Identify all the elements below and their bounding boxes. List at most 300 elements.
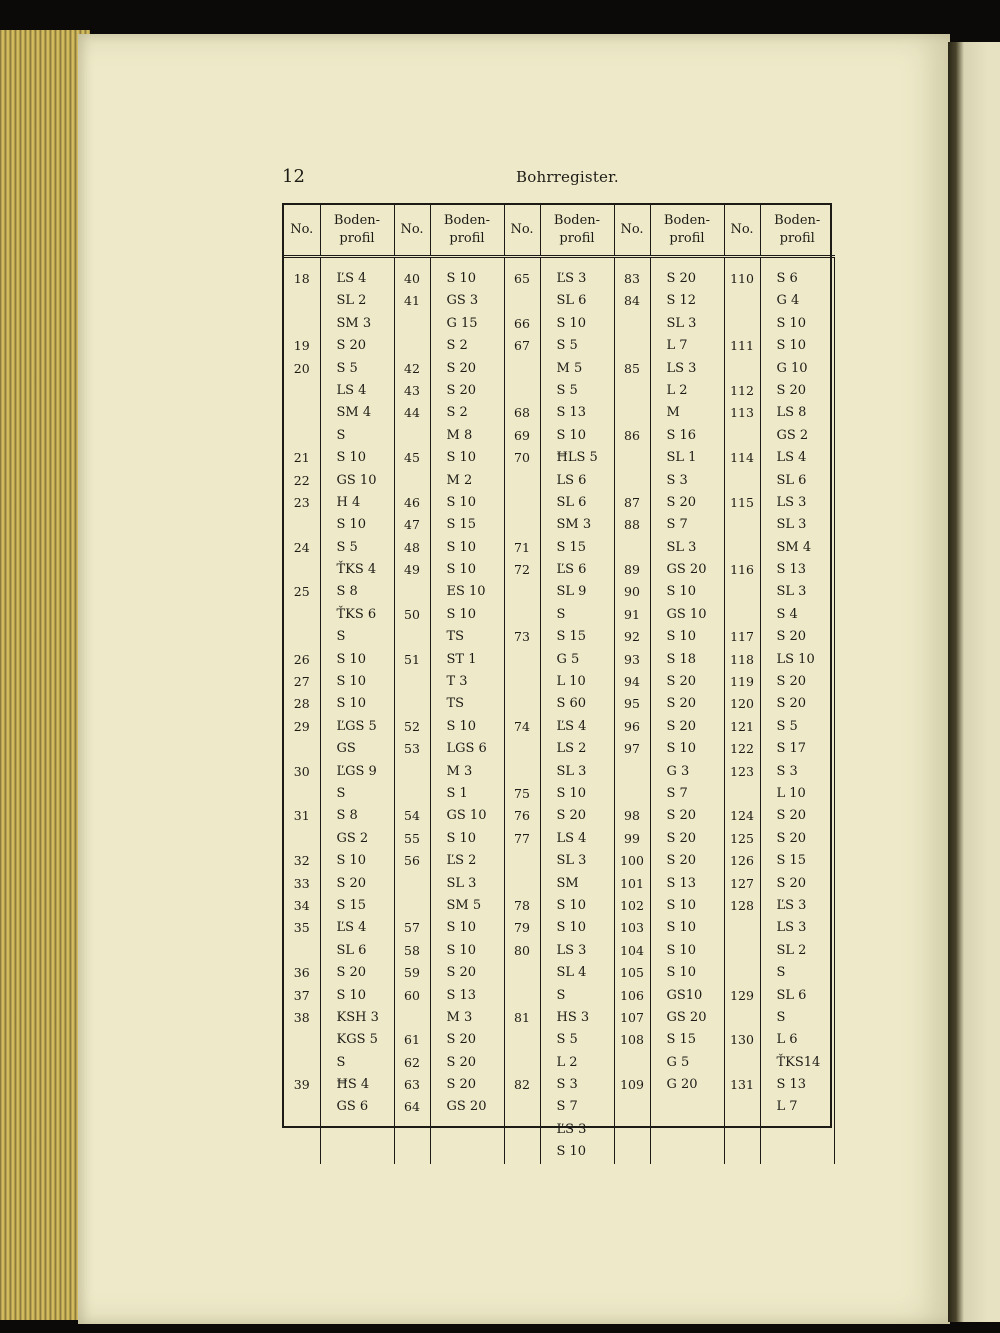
soil-profile-entry [761,1074,834,1096]
soil-profile-text: LS 4 [556,830,587,846]
soil-profile-text: ES 10 [446,584,486,600]
boring-number [615,380,650,402]
soil-profile-entry [651,1029,724,1051]
bohrregister-table [282,203,832,1160]
soil-profile-text: S 15 [556,629,587,645]
soil-profile-entry [541,268,614,290]
soil-profile-text: S 10 [336,651,367,667]
soil-profile-entry [651,805,724,827]
soil-profile-entry [651,917,724,939]
boring-number: 27 [293,674,310,690]
soil-profile-text: SL 2 [336,293,367,309]
soil-profile-text: SL 3 [666,539,697,555]
soil-profile-text: LGS 6 [446,741,487,757]
soil-profile-entry [321,380,394,402]
header-profil: Boden- profil [650,205,724,257]
boring-number: 117 [730,629,754,645]
boring-number [725,783,760,805]
soil-profile-entry [431,828,504,850]
soil-profile-text: S 20 [666,674,697,690]
soil-profile-entry [321,649,394,671]
boring-number [505,358,540,380]
boring-number [395,1007,430,1029]
soil-profile-text: LS 10 [776,651,815,667]
soil-profile-text: L 10 [556,674,586,690]
soil-profile-entry [761,358,834,380]
boring-number [284,626,320,648]
soil-profile-entry [761,447,834,469]
boring-number [284,783,320,805]
boring-number: 69 [514,427,530,443]
soil-profile-text: M 8 [446,427,473,443]
soil-profile-text: GS [336,741,356,757]
soil-profile-text: TS [446,629,465,645]
boring-number: 43 [404,382,420,398]
soil-profile-text: ĽS 3 [556,1121,587,1137]
soil-profile-entry [321,693,394,715]
boring-number: 119 [730,674,754,690]
soil-profile-entry [321,514,394,536]
soil-profile-text: S 10 [336,674,367,690]
soil-profile-text: S [556,987,566,1003]
boring-number: 131 [730,1077,754,1093]
soil-profile-text: S 7 [556,1099,578,1115]
soil-profile-entry [651,783,724,805]
soil-profile-entry [651,873,724,895]
boring-number [284,738,320,760]
soil-profile-text: S 60 [556,696,587,712]
soil-profile-text: S 15 [336,897,367,913]
soil-profile-entry [541,514,614,536]
soil-profile-entry [431,581,504,603]
soil-profile-entry [431,514,504,536]
boring-number [284,1096,320,1118]
soil-profile-text: SL 1 [666,450,697,466]
soil-profile-text: S 10 [556,1144,587,1160]
boring-number [725,470,760,492]
soil-profile-text: S 5 [336,360,358,376]
boring-number [284,313,320,335]
boring-number: 70 [514,450,530,466]
soil-profile-entry [541,537,614,559]
soil-profile-entry [541,313,614,335]
soil-profile-text: S 3 [776,763,798,779]
soil-profile-entry [761,783,834,805]
soil-profile-entry [541,761,614,783]
boring-number: 105 [620,965,644,981]
soil-profile-entry [761,940,834,962]
boring-number [505,873,540,895]
soil-profile-text: SL 6 [556,494,587,510]
boring-number [615,470,650,492]
boring-number: 73 [514,629,530,645]
boring-number [725,940,760,962]
soil-profile-entry [651,290,724,312]
soil-profile-text: S 10 [336,853,367,869]
soil-profile-text: S 10 [556,897,587,913]
soil-profile-entry [431,850,504,872]
soil-profile-entry [541,671,614,693]
soil-profile-entry [321,626,394,648]
boring-number: 111 [730,338,754,354]
soil-profile-entry [761,1052,834,1074]
soil-profile-entry [761,402,834,424]
soil-profile-text: S 10 [446,830,477,846]
soil-profile-text: L 7 [666,338,688,354]
soil-profile-entry [431,335,504,357]
header-profil: Boden- profil [540,205,614,257]
soil-profile-text: SL 3 [446,875,477,891]
soil-profile-entry [321,940,394,962]
soil-profile-entry [321,738,394,760]
boring-number: 36 [293,965,310,981]
soil-profile-entry [651,716,724,738]
soil-profile-text: S 20 [666,696,697,712]
soil-profile-entry [651,447,724,469]
boring-number [725,313,760,335]
facing-page-edge [948,42,1000,1322]
boring-number: 125 [730,830,754,846]
boring-number [395,693,430,715]
soil-profile-entry [761,335,834,357]
soil-profile-text: S 10 [446,494,477,510]
soil-profile-text: SL 3 [556,763,587,779]
boring-number: 44 [404,405,420,421]
boring-number: 32 [293,853,310,869]
soil-profile-text: S 20 [666,853,697,869]
boring-number: 20 [293,360,310,376]
boring-number [284,1029,320,1051]
soil-profile-text: S 5 [336,539,358,555]
soil-profile-text: HS 3 [556,1009,590,1025]
soil-profile-text: SL 6 [776,987,807,1003]
soil-profile-entry [321,492,394,514]
soil-profile-entry [541,783,614,805]
soil-profile-text: LS 3 [776,920,807,936]
soil-profile-text: S 10 [666,741,697,757]
soil-profile-entry [651,559,724,581]
soil-profile-text: LS 4 [776,450,807,466]
soil-profile-text: S 10 [446,942,477,958]
soil-profile-entry [541,626,614,648]
soil-profile-entry [651,313,724,335]
boring-number [615,537,650,559]
soil-profile-entry [431,492,504,514]
soil-profile-text: S 12 [666,293,697,309]
soil-profile-text: G 3 [666,763,690,779]
boring-number: 67 [514,338,530,354]
soil-profile-entry [541,1007,614,1029]
soil-profile-entry [431,380,504,402]
profil-column-2 [430,257,504,1164]
soil-profile-text: S 20 [666,271,697,286]
boring-number [725,514,760,536]
boring-number: 39 [293,1077,310,1093]
soil-profile-text: S [336,427,346,443]
boring-number: 31 [293,808,310,824]
soil-profile-text: S 2 [446,338,468,354]
page-number: 12 [282,166,305,187]
soil-profile-text: S 18 [666,651,697,667]
soil-profile-entry [321,268,394,290]
boring-number [725,962,760,984]
boring-number: 112 [730,382,754,398]
soil-profile-entry [321,962,394,984]
boring-number: 42 [404,360,420,376]
boring-number: 124 [730,808,754,824]
boring-number: 59 [404,965,420,981]
soil-profile-text: S 10 [666,920,697,936]
soil-profile-entry [541,380,614,402]
soil-profile-entry [431,268,504,290]
boring-number [395,671,430,693]
boring-number [615,761,650,783]
soil-profile-entry [761,604,834,626]
soil-profile-text: ŤKS 6 [336,606,377,622]
boring-number: 45 [404,450,420,466]
soil-profile-text: S 20 [776,696,807,712]
soil-profile-entry [761,895,834,917]
boring-number [615,313,650,335]
soil-profile-entry [431,1052,504,1074]
soil-profile-text: S 10 [776,315,807,331]
boring-number: 18 [293,271,310,286]
soil-profile-text: S 20 [666,718,697,734]
boring-number [395,895,430,917]
soil-profile-text: SL 3 [776,584,807,600]
boring-number [505,1029,540,1051]
soil-profile-text: S 17 [776,741,807,757]
boring-number: 106 [620,987,644,1003]
boring-number: 84 [624,293,640,309]
boring-number [395,425,430,447]
soil-profile-text: G 10 [776,360,808,376]
boring-number [395,470,430,492]
header-no: No. [614,205,650,257]
boring-number: 102 [620,897,644,913]
soil-profile-entry [541,940,614,962]
soil-profile-entry [541,1029,614,1051]
boring-number: 93 [624,651,640,667]
soil-profile-text: SL 3 [556,853,587,869]
soil-profile-text: S [776,965,786,981]
soil-profile-entry [651,492,724,514]
boring-number: 48 [404,539,420,555]
soil-profile-entry [651,380,724,402]
boring-number [395,873,430,895]
soil-profile-entry [431,1029,504,1051]
profil-column-1 [320,257,394,1164]
soil-profile-text: SL 6 [336,942,367,958]
soil-profile-entry [761,649,834,671]
header-profil: Boden- profil [760,205,834,257]
boring-number: 95 [624,696,640,712]
soil-profile-entry [541,425,614,447]
soil-profile-text: GS 10 [446,808,487,824]
boring-number [284,940,320,962]
boring-number: 29 [293,718,310,734]
boring-number [284,514,320,536]
soil-profile-entry [761,470,834,492]
soil-profile-entry [431,738,504,760]
boring-number: 103 [620,920,644,936]
boring-number: 46 [404,494,420,510]
soil-profile-entry [761,268,834,290]
boring-number [505,1096,540,1118]
soil-profile-text: S 10 [556,427,587,443]
soil-profile-entry [431,761,504,783]
soil-profile-entry [431,626,504,648]
boring-number [284,380,320,402]
soil-profile-text: G 4 [776,293,800,309]
boring-number [725,581,760,603]
soil-profile-text: S 20 [336,338,367,354]
soil-profile-entry [761,917,834,939]
soil-profile-text: TS [446,696,465,712]
boring-number [725,1096,760,1118]
soil-profile-text: S 20 [776,808,807,824]
soil-profile-text: S 10 [446,562,477,578]
soil-profile-text: GS 20 [666,1009,707,1025]
soil-profile-entry [761,581,834,603]
soil-profile-entry [541,828,614,850]
soil-profile-entry [651,1074,724,1096]
soil-profile-entry [541,895,614,917]
boring-number: 64 [404,1099,420,1115]
soil-profile-text: SM 5 [446,897,482,913]
soil-profile-text: S 13 [446,987,477,1003]
header-no: No. [504,205,540,257]
boring-number [725,604,760,626]
profil-column-3 [540,257,614,1164]
soil-profile-entry [431,537,504,559]
soil-profile-text: S 10 [666,629,697,645]
boring-number: 40 [404,271,420,286]
soil-profile-text: S 10 [336,696,367,712]
header-no: No. [394,205,430,257]
soil-profile-text: S 5 [556,338,578,354]
soil-profile-entry [541,358,614,380]
soil-profile-text: S 13 [776,562,807,578]
soil-profile-entry [431,1096,504,1118]
soil-profile-text: S 10 [666,897,697,913]
soil-profile-text: S 1 [446,785,468,801]
boring-number: 58 [404,942,420,958]
boring-number: 121 [730,718,754,734]
boring-number: 74 [514,718,530,734]
soil-profile-entry [431,1074,504,1096]
soil-profile-entry [541,559,614,581]
soil-profile-text: S 20 [446,1032,477,1048]
soil-profile-entry [431,962,504,984]
soil-profile-text: L 2 [666,382,688,398]
soil-profile-entry [431,693,504,715]
soil-profile-text: LS 2 [556,741,587,757]
soil-profile-entry [431,1007,504,1029]
soil-profile-entry [321,537,394,559]
soil-profile-entry [321,1096,394,1118]
boring-number: 77 [514,830,530,846]
boring-number: 127 [730,875,754,891]
soil-profile-text: S 5 [556,382,578,398]
soil-profile-text: S 20 [556,808,587,824]
header-no: No. [284,205,320,257]
soil-profile-entry [541,1141,614,1163]
boring-number: 61 [404,1032,420,1048]
boring-number [725,1052,760,1074]
soil-profile-entry [541,716,614,738]
soil-profile-text: ŤKS 4 [336,562,377,578]
soil-profile-entry [761,313,834,335]
soil-profile-text: M 5 [556,360,583,376]
boring-number: 80 [514,942,530,958]
boring-number: 55 [404,830,420,846]
no-column-1 [284,257,320,1164]
soil-profile-entry [761,850,834,872]
soil-profile-entry [321,559,394,581]
soil-profile-entry [761,761,834,783]
soil-profile-entry [431,313,504,335]
soil-profile-entry [321,335,394,357]
soil-profile-text: S [556,606,566,622]
boring-number: 101 [620,875,644,891]
boring-number: 72 [514,562,530,578]
soil-profile-entry [651,335,724,357]
soil-profile-entry [321,290,394,312]
boring-number: 96 [624,718,640,734]
soil-profile-text: ĽS 6 [556,562,587,578]
soil-profile-text: LS 6 [556,472,587,488]
soil-profile-entry [431,783,504,805]
soil-profile-text: SM 4 [776,539,812,555]
soil-profile-entry [541,290,614,312]
soil-profile-entry [321,581,394,603]
soil-profile-entry [651,626,724,648]
soil-profile-text: S 20 [666,830,697,846]
soil-profile-entry [651,671,724,693]
boring-number [725,917,760,939]
soil-profile-text: S 20 [336,965,367,981]
soil-profile-entry [541,805,614,827]
soil-profile-entry [761,805,834,827]
soil-profile-text: GS 20 [446,1099,487,1115]
boring-number [395,581,430,603]
boring-number: 83 [624,271,640,286]
soil-profile-entry [321,985,394,1007]
soil-profile-entry [651,1007,724,1029]
soil-profile-text: S 16 [666,427,697,443]
soil-profile-entry [321,783,394,805]
boring-number: 129 [730,987,754,1003]
boring-number [505,738,540,760]
soil-profile-text: S 8 [336,808,358,824]
boring-number [725,358,760,380]
soil-profile-entry [761,873,834,895]
soil-profile-text: ĽGS 9 [336,763,377,779]
soil-profile-text: L 10 [776,785,806,801]
boring-number [505,671,540,693]
soil-profile-entry [321,671,394,693]
soil-profile-entry [651,962,724,984]
soil-profile-entry [651,850,724,872]
soil-profile-text: SM [556,875,579,891]
boring-number [505,649,540,671]
boring-number: 109 [620,1077,644,1093]
soil-profile-entry [761,380,834,402]
boring-number: 100 [620,853,644,869]
profil-column-5 [760,257,834,1164]
soil-profile-text: S [336,629,346,645]
